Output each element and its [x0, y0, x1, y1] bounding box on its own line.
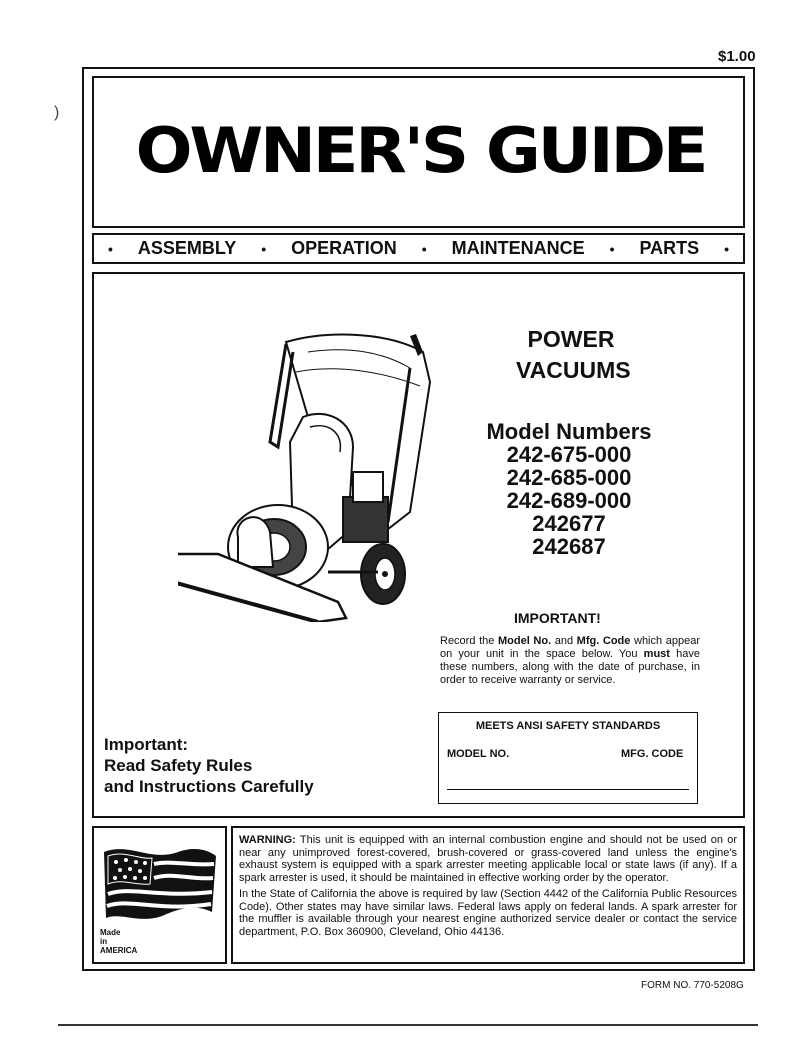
bullet-icon: •	[724, 240, 729, 257]
model-number: 242-685-000	[506, 465, 632, 490]
section-strip	[92, 233, 745, 264]
price-label: $1.00	[718, 48, 756, 65]
main-panel	[92, 272, 745, 818]
warning-text: This unit is equipped with an internal combustion engine and should not be used on or near any unimproved forest-covered, brush-covered or grass-covered land unless the engine's exhaust system is equipped with a spark arrester meeting applicable local or state laws (if any). If a spark arrester is used, it should be maintained in effective working order by the operator.	[239, 834, 737, 884]
product-title-line2: VACUUMS	[516, 357, 631, 383]
made-label-line: AMERICA	[100, 946, 138, 955]
model-number: 242-689-000	[506, 488, 632, 513]
section-assembly: ASSEMBLY	[137, 238, 237, 258]
made-label-line: Made	[100, 928, 121, 937]
form-number: FORM NO. 770-5208G	[641, 980, 744, 991]
model-number: 242677	[532, 511, 606, 536]
safety-note-line: Read Safety Rules	[104, 756, 253, 775]
warning-box	[231, 826, 745, 964]
important-text-model: Model No.	[497, 635, 552, 647]
american-flag-icon	[100, 842, 218, 926]
warning-paragraph	[239, 834, 737, 884]
important-text-part: have these numbers, along with the date of purchase, in order to receive warranty or service.	[440, 648, 700, 686]
warning-lead: WARNING:	[239, 834, 296, 846]
page-title: OWNER'S GUIDE	[135, 114, 706, 187]
made-in-america-label	[100, 928, 137, 955]
made-in-america-box	[92, 826, 227, 964]
mfg-code-label: MFG. CODE	[621, 748, 684, 760]
safety-note-line: and Instructions Carefully	[104, 777, 314, 796]
important-text	[440, 635, 700, 687]
important-text-must: must	[643, 648, 670, 660]
made-label-line: in	[100, 937, 108, 946]
title-banner	[92, 76, 745, 228]
model-numbers-heading: Model Numbers	[486, 419, 652, 444]
section-operation: OPERATION	[291, 238, 397, 258]
model-number: 242687	[532, 534, 606, 559]
important-text-part: which appear on your unit in the space below. You	[440, 635, 700, 660]
model-numbers	[464, 420, 674, 558]
safety-note	[104, 734, 314, 797]
important-text-mfg: Mfg. Code	[576, 635, 631, 647]
bullet-icon: •	[421, 240, 427, 257]
bullet-icon: •	[609, 240, 615, 257]
important-text-part: Record the	[440, 635, 498, 647]
margin-mark: )	[54, 104, 60, 121]
important-heading: IMPORTANT!	[514, 610, 601, 626]
standards-record-box	[438, 712, 698, 804]
model-number: 242-675-000	[506, 442, 632, 467]
product-title	[516, 324, 631, 386]
product-title-line1: POWER	[527, 326, 615, 352]
standards-title: MEETS ANSI SAFETY STANDARDS	[475, 720, 661, 732]
bullet-icon: •	[108, 240, 113, 257]
bullet-icon: •	[261, 240, 267, 257]
power-vacuum-illustration	[178, 322, 458, 622]
section-parts: PARTS	[639, 238, 700, 258]
important-text-part: and	[551, 635, 577, 647]
model-no-label: MODEL NO.	[447, 748, 510, 760]
warning-paragraph-2: In the State of California the above is required by law (Section 4442 of the California Public Resources Code). Other states may have similar laws. Federal laws apply on federal lands. A spark arrester for the muffler is available through your nearest engine authorized service dealer or contact the service department, P.O. Box 360900, Cleveland, Ohio 44136.	[239, 888, 737, 938]
safety-note-line: Important:	[104, 735, 189, 754]
record-line	[447, 789, 689, 790]
bottom-rule	[58, 1024, 758, 1026]
section-maintenance: MAINTENANCE	[451, 238, 585, 258]
